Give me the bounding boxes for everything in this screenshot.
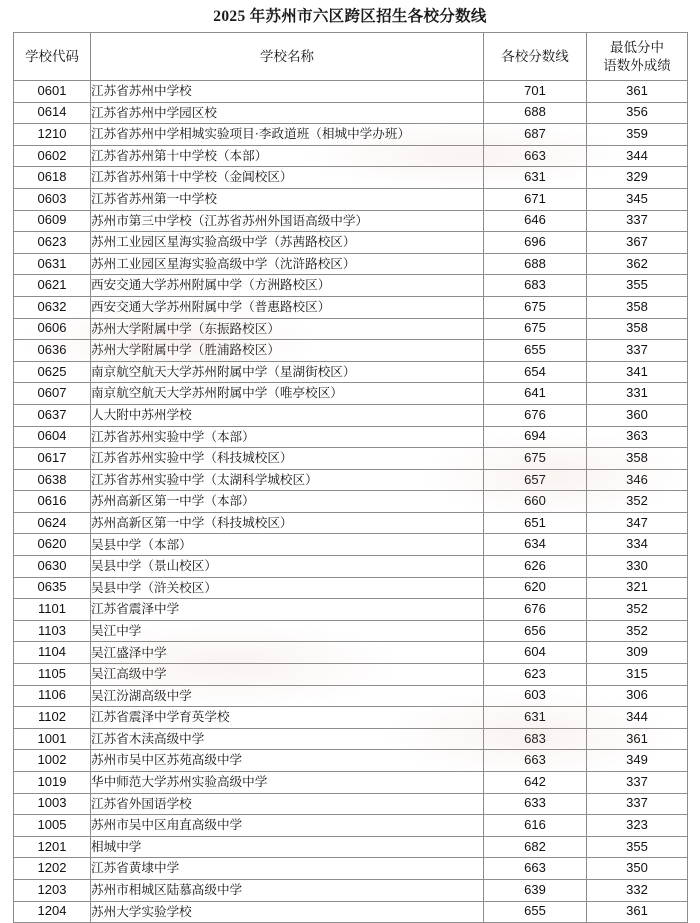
cell-school-code: 0624 xyxy=(14,512,91,534)
cell-min-subject-score: 361 xyxy=(587,81,688,103)
cell-school-score: 639 xyxy=(484,879,587,901)
table-body xyxy=(14,81,688,923)
cell-min-subject-score: 346 xyxy=(587,469,688,491)
cell-school-code: 1103 xyxy=(14,620,91,642)
cell-school-score: 654 xyxy=(484,361,587,383)
cell-min-subject-score: 344 xyxy=(587,707,688,729)
cell-school-name: 西安交通大学苏州附属中学（普惠路校区） xyxy=(91,296,484,318)
cell-school-score: 688 xyxy=(484,102,587,124)
table-row xyxy=(14,210,688,232)
table-row xyxy=(14,296,688,318)
cell-school-code: 1005 xyxy=(14,815,91,837)
table-row xyxy=(14,556,688,578)
cell-min-subject-score: 341 xyxy=(587,361,688,383)
cell-school-score: 701 xyxy=(484,81,587,103)
cell-school-name: 苏州工业园区星海实验高级中学（苏茜路校区） xyxy=(91,232,484,254)
table-row xyxy=(14,145,688,167)
cell-school-code: 0609 xyxy=(14,210,91,232)
cell-min-subject-score: 358 xyxy=(587,318,688,340)
cell-min-subject-score: 363 xyxy=(587,426,688,448)
cell-school-name: 吴江中学 xyxy=(91,620,484,642)
table-row xyxy=(14,685,688,707)
cell-min-subject-score: 359 xyxy=(587,124,688,146)
cell-school-name: 南京航空航天大学苏州附属中学（星湖街校区） xyxy=(91,361,484,383)
cell-school-name: 江苏省苏州第十中学校（金阊校区） xyxy=(91,167,484,189)
cell-min-subject-score: 309 xyxy=(587,642,688,664)
cell-school-code: 0601 xyxy=(14,81,91,103)
cell-school-score: 676 xyxy=(484,599,587,621)
cell-school-score: 604 xyxy=(484,642,587,664)
cell-school-name: 苏州大学附属中学（胜浦路校区） xyxy=(91,340,484,362)
table-row xyxy=(14,404,688,426)
cell-school-code: 1203 xyxy=(14,879,91,901)
cell-school-score: 663 xyxy=(484,145,587,167)
cell-min-subject-score: 361 xyxy=(587,901,688,923)
cell-school-score: 616 xyxy=(484,815,587,837)
cell-school-name: 苏州工业园区星海实验高级中学（沈浒路校区） xyxy=(91,253,484,275)
cell-school-code: 1003 xyxy=(14,793,91,815)
table-row xyxy=(14,858,688,880)
cell-min-subject-score: 347 xyxy=(587,512,688,534)
cell-min-subject-score: 361 xyxy=(587,728,688,750)
cell-school-code: 1002 xyxy=(14,750,91,772)
cell-school-name: 江苏省苏州实验中学（太湖科学城校区） xyxy=(91,469,484,491)
cell-min-subject-score: 352 xyxy=(587,491,688,513)
table-row xyxy=(14,707,688,729)
cell-school-score: 642 xyxy=(484,772,587,794)
table-row xyxy=(14,642,688,664)
cell-school-score: 663 xyxy=(484,750,587,772)
cell-school-code: 1101 xyxy=(14,599,91,621)
cell-school-code: 1104 xyxy=(14,642,91,664)
column-header-min-subject-score-line2: 语数外成绩 xyxy=(603,57,671,73)
cell-school-name: 苏州市吴中区甪直高级中学 xyxy=(91,815,484,837)
cell-school-code: 1210 xyxy=(14,124,91,146)
table-row xyxy=(14,534,688,556)
cell-school-score: 671 xyxy=(484,188,587,210)
table-row xyxy=(14,167,688,189)
cell-school-name: 苏州市吴中区苏苑高级中学 xyxy=(91,750,484,772)
cell-min-subject-score: 350 xyxy=(587,858,688,880)
page-title: 2025 年苏州市六区跨区招生各校分数线 xyxy=(213,8,487,25)
cell-school-name: 华中师范大学苏州实验高级中学 xyxy=(91,772,484,794)
table-row xyxy=(14,253,688,275)
table-row xyxy=(14,491,688,513)
cell-school-code: 1201 xyxy=(14,836,91,858)
cell-school-name: 西安交通大学苏州附属中学（方洲路校区） xyxy=(91,275,484,297)
table-row xyxy=(14,361,688,383)
table-header xyxy=(14,33,688,81)
cell-school-score: 620 xyxy=(484,577,587,599)
table-row xyxy=(14,512,688,534)
cell-min-subject-score: 355 xyxy=(587,836,688,858)
cell-school-name: 江苏省苏州实验中学（本部） xyxy=(91,426,484,448)
cell-school-name: 江苏省木渎高级中学 xyxy=(91,728,484,750)
table-row xyxy=(14,275,688,297)
cell-school-score: 603 xyxy=(484,685,587,707)
cell-school-code: 0604 xyxy=(14,426,91,448)
cell-school-code: 0617 xyxy=(14,448,91,470)
cell-school-code: 0607 xyxy=(14,383,91,405)
cell-min-subject-score: 337 xyxy=(587,210,688,232)
table-row xyxy=(14,728,688,750)
table-row xyxy=(14,124,688,146)
cell-school-score: 656 xyxy=(484,620,587,642)
table-row xyxy=(14,793,688,815)
table-row xyxy=(14,620,688,642)
cell-school-score: 657 xyxy=(484,469,587,491)
table-row xyxy=(14,879,688,901)
cell-min-subject-score: 331 xyxy=(587,383,688,405)
table-row xyxy=(14,815,688,837)
table-row xyxy=(14,102,688,124)
cell-school-code: 0625 xyxy=(14,361,91,383)
table-row xyxy=(14,469,688,491)
cell-school-code: 1106 xyxy=(14,685,91,707)
cell-school-score: 631 xyxy=(484,167,587,189)
cell-school-score: 687 xyxy=(484,124,587,146)
cell-school-name: 人大附中苏州学校 xyxy=(91,404,484,426)
cell-min-subject-score: 352 xyxy=(587,599,688,621)
cell-school-score: 675 xyxy=(484,448,587,470)
cell-min-subject-score: 352 xyxy=(587,620,688,642)
cell-school-name: 江苏省苏州中学园区校 xyxy=(91,102,484,124)
table-row xyxy=(14,901,688,923)
column-header-school-score: 各校分数线 xyxy=(484,33,587,81)
table-row xyxy=(14,383,688,405)
cell-min-subject-score: 362 xyxy=(587,253,688,275)
table-row xyxy=(14,664,688,686)
cell-school-score: 631 xyxy=(484,707,587,729)
table-row xyxy=(14,577,688,599)
cell-school-code: 0636 xyxy=(14,340,91,362)
cell-school-code: 0635 xyxy=(14,577,91,599)
table-row xyxy=(14,750,688,772)
cell-school-score: 623 xyxy=(484,664,587,686)
cell-min-subject-score: 355 xyxy=(587,275,688,297)
cell-school-score: 651 xyxy=(484,512,587,534)
cell-school-score: 634 xyxy=(484,534,587,556)
cell-school-code: 0621 xyxy=(14,275,91,297)
cell-school-name: 江苏省苏州第十中学校（本部） xyxy=(91,145,484,167)
table-row xyxy=(14,340,688,362)
cell-school-name: 江苏省苏州中学相城实验项目·李政道班（相城中学办班） xyxy=(91,124,484,146)
cell-min-subject-score: 332 xyxy=(587,879,688,901)
cell-school-name: 苏州市相城区陆慕高级中学 xyxy=(91,879,484,901)
cell-min-subject-score: 306 xyxy=(587,685,688,707)
cell-school-code: 0637 xyxy=(14,404,91,426)
cell-min-subject-score: 349 xyxy=(587,750,688,772)
cell-min-subject-score: 337 xyxy=(587,340,688,362)
cell-school-code: 0606 xyxy=(14,318,91,340)
cell-school-code: 0631 xyxy=(14,253,91,275)
cell-school-code: 0638 xyxy=(14,469,91,491)
cell-school-name: 江苏省震泽中学育英学校 xyxy=(91,707,484,729)
cell-min-subject-score: 358 xyxy=(587,296,688,318)
cell-school-code: 0632 xyxy=(14,296,91,318)
cell-school-score: 683 xyxy=(484,275,587,297)
cell-school-name: 苏州高新区第一中学（本部） xyxy=(91,491,484,513)
cell-school-score: 675 xyxy=(484,296,587,318)
cell-school-score: 694 xyxy=(484,426,587,448)
cell-school-name: 江苏省震泽中学 xyxy=(91,599,484,621)
cell-school-score: 646 xyxy=(484,210,587,232)
column-header-min-subject-score xyxy=(587,33,688,81)
cell-school-name: 江苏省苏州第一中学校 xyxy=(91,188,484,210)
table-row xyxy=(14,599,688,621)
cell-min-subject-score: 321 xyxy=(587,577,688,599)
cell-school-name: 江苏省苏州实验中学（科技城校区） xyxy=(91,448,484,470)
cell-school-score: 688 xyxy=(484,253,587,275)
table-row xyxy=(14,836,688,858)
cell-school-score: 696 xyxy=(484,232,587,254)
table-row xyxy=(14,426,688,448)
cell-min-subject-score: 323 xyxy=(587,815,688,837)
column-header-school-code: 学校代码 xyxy=(14,33,91,81)
cell-school-name: 江苏省外国语学校 xyxy=(91,793,484,815)
cell-school-code: 0620 xyxy=(14,534,91,556)
cell-school-name: 吴县中学（浒关校区） xyxy=(91,577,484,599)
table-row xyxy=(14,448,688,470)
column-header-school-name: 学校名称 xyxy=(91,33,484,81)
cell-school-code: 0614 xyxy=(14,102,91,124)
cell-min-subject-score: 345 xyxy=(587,188,688,210)
cell-school-name: 江苏省苏州中学校 xyxy=(91,81,484,103)
cell-school-name: 江苏省黄埭中学 xyxy=(91,858,484,880)
cell-min-subject-score: 356 xyxy=(587,102,688,124)
cell-min-subject-score: 337 xyxy=(587,793,688,815)
cell-school-code: 0602 xyxy=(14,145,91,167)
table-row xyxy=(14,318,688,340)
cell-school-score: 676 xyxy=(484,404,587,426)
cell-school-name: 苏州大学附属中学（东振路校区） xyxy=(91,318,484,340)
cell-school-code: 1204 xyxy=(14,901,91,923)
cell-school-name: 相城中学 xyxy=(91,836,484,858)
cell-school-code: 0618 xyxy=(14,167,91,189)
cell-min-subject-score: 360 xyxy=(587,404,688,426)
cell-min-subject-score: 367 xyxy=(587,232,688,254)
cell-school-score: 641 xyxy=(484,383,587,405)
cell-school-name: 苏州大学实验学校 xyxy=(91,901,484,923)
cell-min-subject-score: 329 xyxy=(587,167,688,189)
cell-school-score: 633 xyxy=(484,793,587,815)
cell-school-code: 1019 xyxy=(14,772,91,794)
cell-school-name: 吴江盛泽中学 xyxy=(91,642,484,664)
cell-min-subject-score: 358 xyxy=(587,448,688,470)
table-row xyxy=(14,81,688,103)
cell-school-name: 苏州高新区第一中学（科技城校区） xyxy=(91,512,484,534)
cell-school-score: 682 xyxy=(484,836,587,858)
cell-min-subject-score: 337 xyxy=(587,772,688,794)
table-header-row xyxy=(14,33,688,81)
cell-school-code: 1001 xyxy=(14,728,91,750)
cell-school-code: 0630 xyxy=(14,556,91,578)
table-row xyxy=(14,232,688,254)
cell-school-name: 吴县中学（景山校区） xyxy=(91,556,484,578)
cell-school-name: 南京航空航天大学苏州附属中学（唯亭校区） xyxy=(91,383,484,405)
cell-school-code: 1202 xyxy=(14,858,91,880)
column-header-min-subject-score-line1: 最低分中 xyxy=(610,40,664,56)
table-row xyxy=(14,772,688,794)
cell-school-name: 吴县中学（本部） xyxy=(91,534,484,556)
cell-school-score: 683 xyxy=(484,728,587,750)
table-row xyxy=(14,188,688,210)
cell-school-name: 吴江高级中学 xyxy=(91,664,484,686)
cell-school-score: 655 xyxy=(484,901,587,923)
cell-school-code: 0623 xyxy=(14,232,91,254)
cell-school-code: 0603 xyxy=(14,188,91,210)
score-table-container xyxy=(0,32,700,923)
cell-school-score: 655 xyxy=(484,340,587,362)
cell-school-name: 苏州市第三中学校（江苏省苏州外国语高级中学） xyxy=(91,210,484,232)
cell-school-code: 0616 xyxy=(14,491,91,513)
cell-school-score: 660 xyxy=(484,491,587,513)
cell-school-code: 1105 xyxy=(14,664,91,686)
cell-min-subject-score: 330 xyxy=(587,556,688,578)
cell-min-subject-score: 344 xyxy=(587,145,688,167)
cell-school-name: 吴江汾湖高级中学 xyxy=(91,685,484,707)
admission-score-table xyxy=(13,32,688,923)
cell-school-score: 626 xyxy=(484,556,587,578)
cell-school-score: 675 xyxy=(484,318,587,340)
cell-min-subject-score: 334 xyxy=(587,534,688,556)
cell-min-subject-score: 315 xyxy=(587,664,688,686)
cell-school-score: 663 xyxy=(484,858,587,880)
cell-school-code: 1102 xyxy=(14,707,91,729)
